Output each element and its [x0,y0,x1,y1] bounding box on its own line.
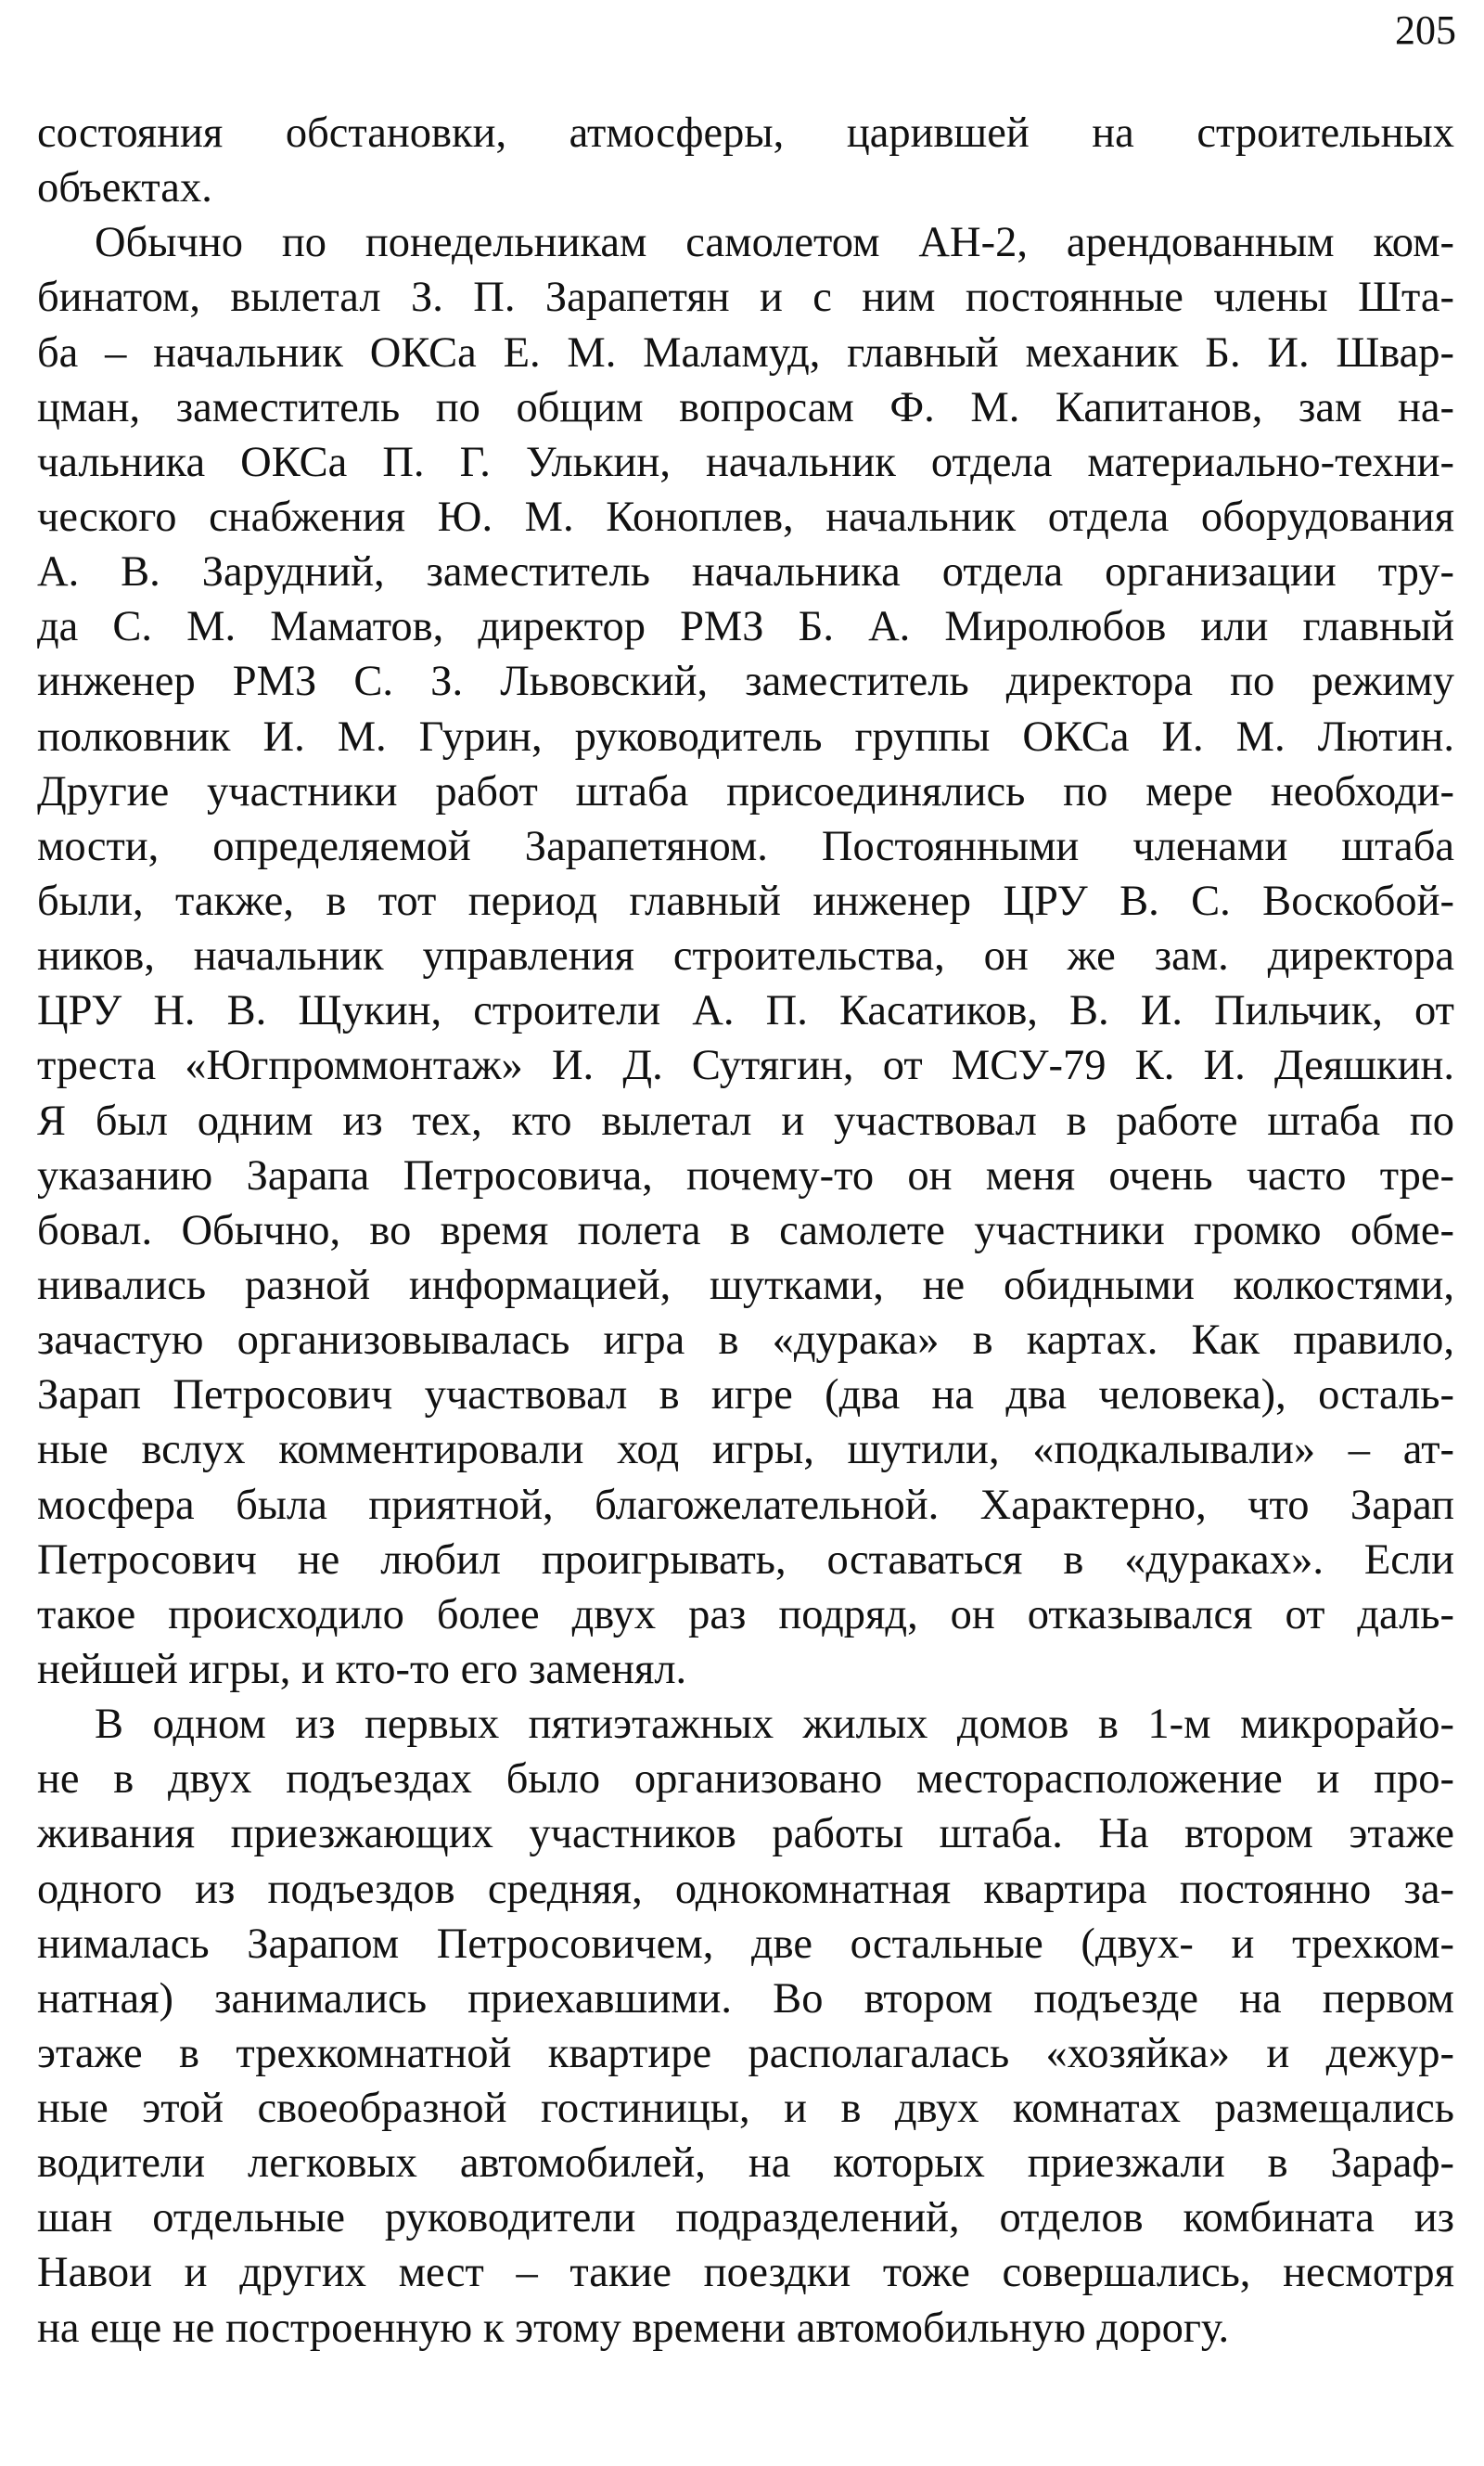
text-line: нивались разной информацией, шутками, не обидными колкостями, [37,1261,1454,1309]
text-line: состояния обстановки, атмосферы, царившей на строительных [37,109,1454,157]
text-line: ные этой своеобразной гостиницы, и в двух комнатах размещались [37,2085,1454,2133]
text-line: Зарап Петросович участвовал в игре (два на два человека), осталь- [37,1371,1454,1419]
text-line: на еще не построенную к этому времени автомобильную дорогу. [37,2304,1230,2352]
text-line: этаже в трехкомнатной квартире располагалась «хозяйка» и дежур- [37,2029,1454,2077]
text-line: бинатом, вылетал З. П. Зарапетян и с ним постоянные члены Шта- [37,274,1454,322]
text-line: цман, заместитель по общим вопросам Ф. М. Капитанов, зам на- [37,383,1454,431]
text-line: Петросович не любил проигрывать, оставаться в «дураках». Если [37,1535,1454,1584]
text-line: Навои и других мест – такие поездки тоже совершались, несмотря [37,2249,1454,2297]
text-line: ников, начальник управления строительства, он же зам. директора [37,932,1454,981]
text-line: ческого снабжения Ю. М. Коноплев, начальник отдела оборудования [37,493,1454,541]
text-line: Другие участники работ штаба присоединялись по мере необходи- [37,767,1454,816]
text-line: да С. М. Маматов, директор РМЗ Б. А. Миролюбов или главный [37,603,1454,651]
text-line: А. В. Зарудний, заместитель начальника отдела организации тру- [37,548,1454,597]
text-line: указанию Зарапа Петросовича, почему-то он меня очень часто тре- [37,1151,1454,1200]
text-line: одного из подъездов средняя, однокомнатная квартира постоянно за- [37,1865,1454,1913]
text-line: были, также, в тот период главный инженер ЦРУ В. С. Воскобой- [37,877,1454,925]
text-line: не в двух подъездах было организовано месторасположение и про- [37,1755,1454,1804]
text-line: натная) занимались приехавшими. Во втором подъезде на первом [37,1974,1454,2023]
text-line: Я был одним из тех, кто вылетал и участвовал в работе штаба по [37,1097,1454,1145]
paragraph [37,106,1454,215]
text-line: В одном из первых пятиэтажных жилых домов в 1-м микрорайо- [95,1701,1454,1749]
text-line: такое происходило более двух раз подряд, он отказывался от даль- [37,1590,1454,1638]
text-line: водители легковых автомобилей, на которых приезжали в Зараф- [37,2139,1454,2188]
text-line: треста «Югпроммонтаж» И. Д. Сутягин, от МСУ-79 К. И. Деяшкин. [37,1042,1454,1090]
text-line: инженер РМЗ С. З. Львовский, заместитель директора по режиму [37,658,1454,706]
body-text [37,106,1454,2356]
text-line: бовал. Обычно, во время полета в самолете участники громко обме- [37,1206,1454,1254]
text-line: живания приезжающих участников работы штаба. На втором этаже [37,1810,1454,1858]
paragraph [37,215,1454,1697]
text-line: зачастую организовывалась игра в «дурака» в картах. Как правило, [37,1316,1454,1365]
text-line: ЦРУ Н. В. Щукин, строители А. П. Касатиков, В. И. Пильчик, от [37,987,1454,1035]
text-line: чальника ОКСа П. Г. Улькин, начальник отдела материально-техни- [37,438,1454,486]
text-line: ные вслух комментировали ход игры, шутили, «подкалывали» – ат- [37,1426,1454,1474]
text-line: шан отдельные руководители подразделений, отделов комбината из [37,2194,1454,2242]
text-line: мости, определяемой Зарапетяном. Постоянными членами штаба [37,822,1454,870]
text-line: полковник И. М. Гурин, руководитель группы ОКСа И. М. Лютин. [37,713,1454,761]
text-line: Обычно по понедельникам самолетом АН-2, арендованным ком- [95,219,1454,267]
paragraph [37,1697,1454,2356]
text-line: нейшей игры, и кто-то его заменял. [37,1645,687,1693]
text-line: мосфера была приятной, благожелательной. Характерно, что Зарап [37,1481,1454,1529]
text-line: ба – начальник ОКСа Е. М. Маламуд, главный механик Б. И. Швар- [37,328,1454,377]
page-number: 205 [1395,7,1456,53]
text-line: объектах. [37,164,212,212]
text-line: нималась Зарапом Петросовичем, две остальные (двух- и трехком- [37,1920,1454,1968]
